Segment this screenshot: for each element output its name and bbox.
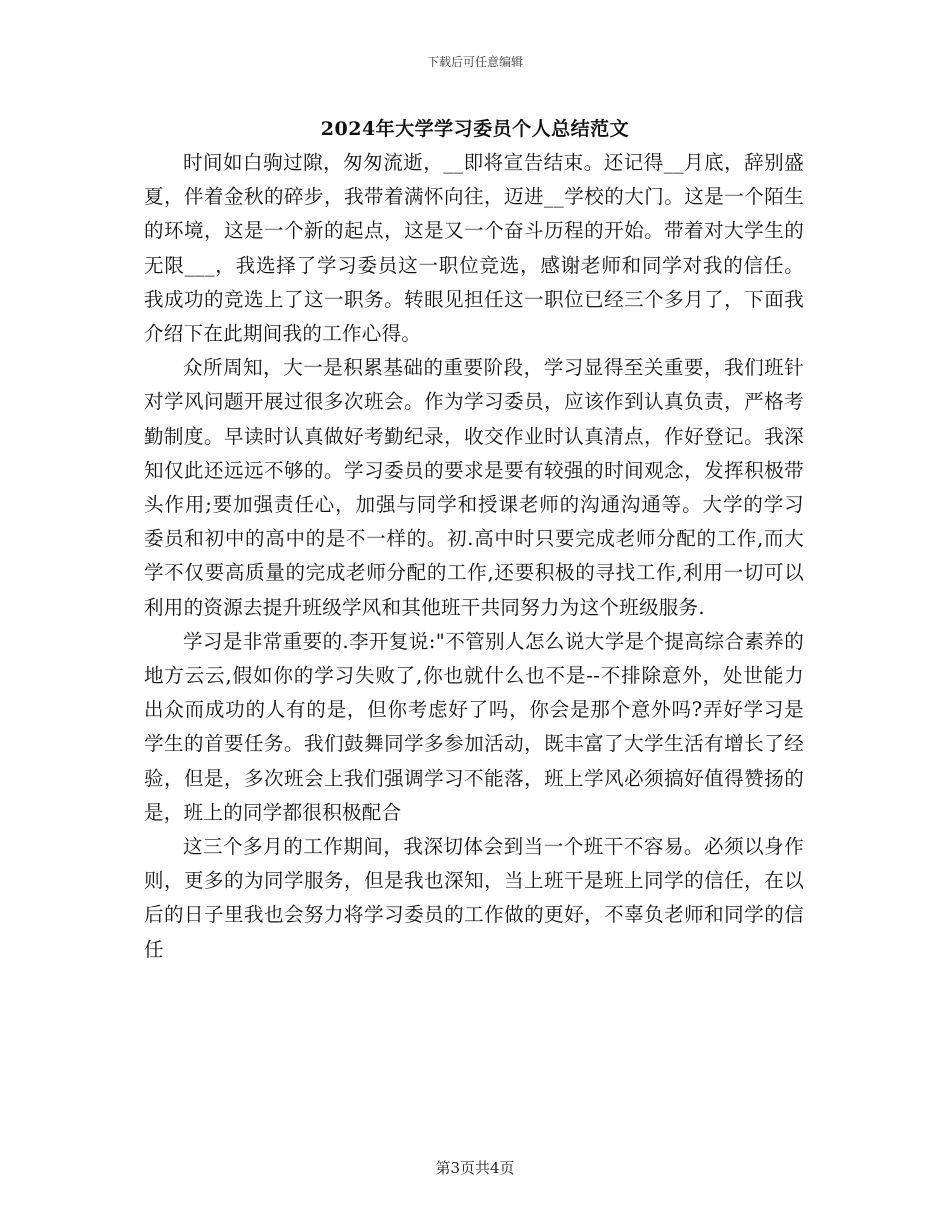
paragraph-4: 这三个多月的工作期间，我深切体会到当一个班干不容易。必须以身作则，更多的为同学服务，但是我也深知，当上班干是班上同学的信任，在以后的日子里我也会努力将学习委员的工作做的更好，不辜负老师和同学的信任 — [144, 835, 804, 961]
paragraph-1: 时间如白驹过隙，匆匆流逝，__即将宣告结束。还记得__月底，辞别盛夏，伴着金秋的碎步，我带着满怀向往，迈进__学校的大门。这是一个陌生的环境，这是一个新的起点，这是又一个奋斗历程的开始。带着对大学生的无限___，我选择了学习委员这一职位竞选，感谢老师和同学对我的信任。我成功的竞选上了这一职务。转眼见担任这一职位已经三个多月了，下面我介绍下在此期间我的工作心得。 — [144, 151, 804, 346]
page-title: 2024年大学学习委员个人总结范文 — [320, 118, 630, 140]
document-body — [144, 146, 804, 967]
header-note: 下载后可任意编辑 — [426, 55, 523, 69]
paragraph-2: 众所周知，大一是积累基础的重要阶段，学习显得至关重要，我们班针对学风问题开展过很多次班会。作为学习委员，应该作到认真负责，严格考勤制度。早读时认真做好考勤纪录，收交作业时认真清点，作好登记。我深知仅此还远远不够的。学习委员的要求是要有较强的时间观念，发挥积极带头作用;要加强责任心，加强与同学和授课老师的沟通沟通等。大学的学习委员和初中的高中的是不一样的。初.高中时只要完成老师分配的工作,而大学不仅要高质量的完成老师分配的工作,还要积极的寻找工作,利用一切可以利用的资源去提升班级学风和其他班干共同努力为这个班级服务. — [144, 356, 804, 619]
page-number-footer: 第3页共4页 — [435, 1159, 515, 1177]
paragraph-3: 学习是非常重要的.李开复说:"不管别人怎么说大学是个提高综合素养的地方云云,假如你的学习失败了,你也就什么也不是--不排除意外，处世能力出众而成功的人有的是，但你考虑好了吗，你会是那个意外吗?弄好学习是学生的首要任务。我们鼓舞同学多参加活动，既丰富了大学生活有增长了经验，但是，多次班会上我们强调学习不能落，班上学风必须搞好值得赞扬的是，班上的同学都很积极配合 — [144, 629, 804, 824]
